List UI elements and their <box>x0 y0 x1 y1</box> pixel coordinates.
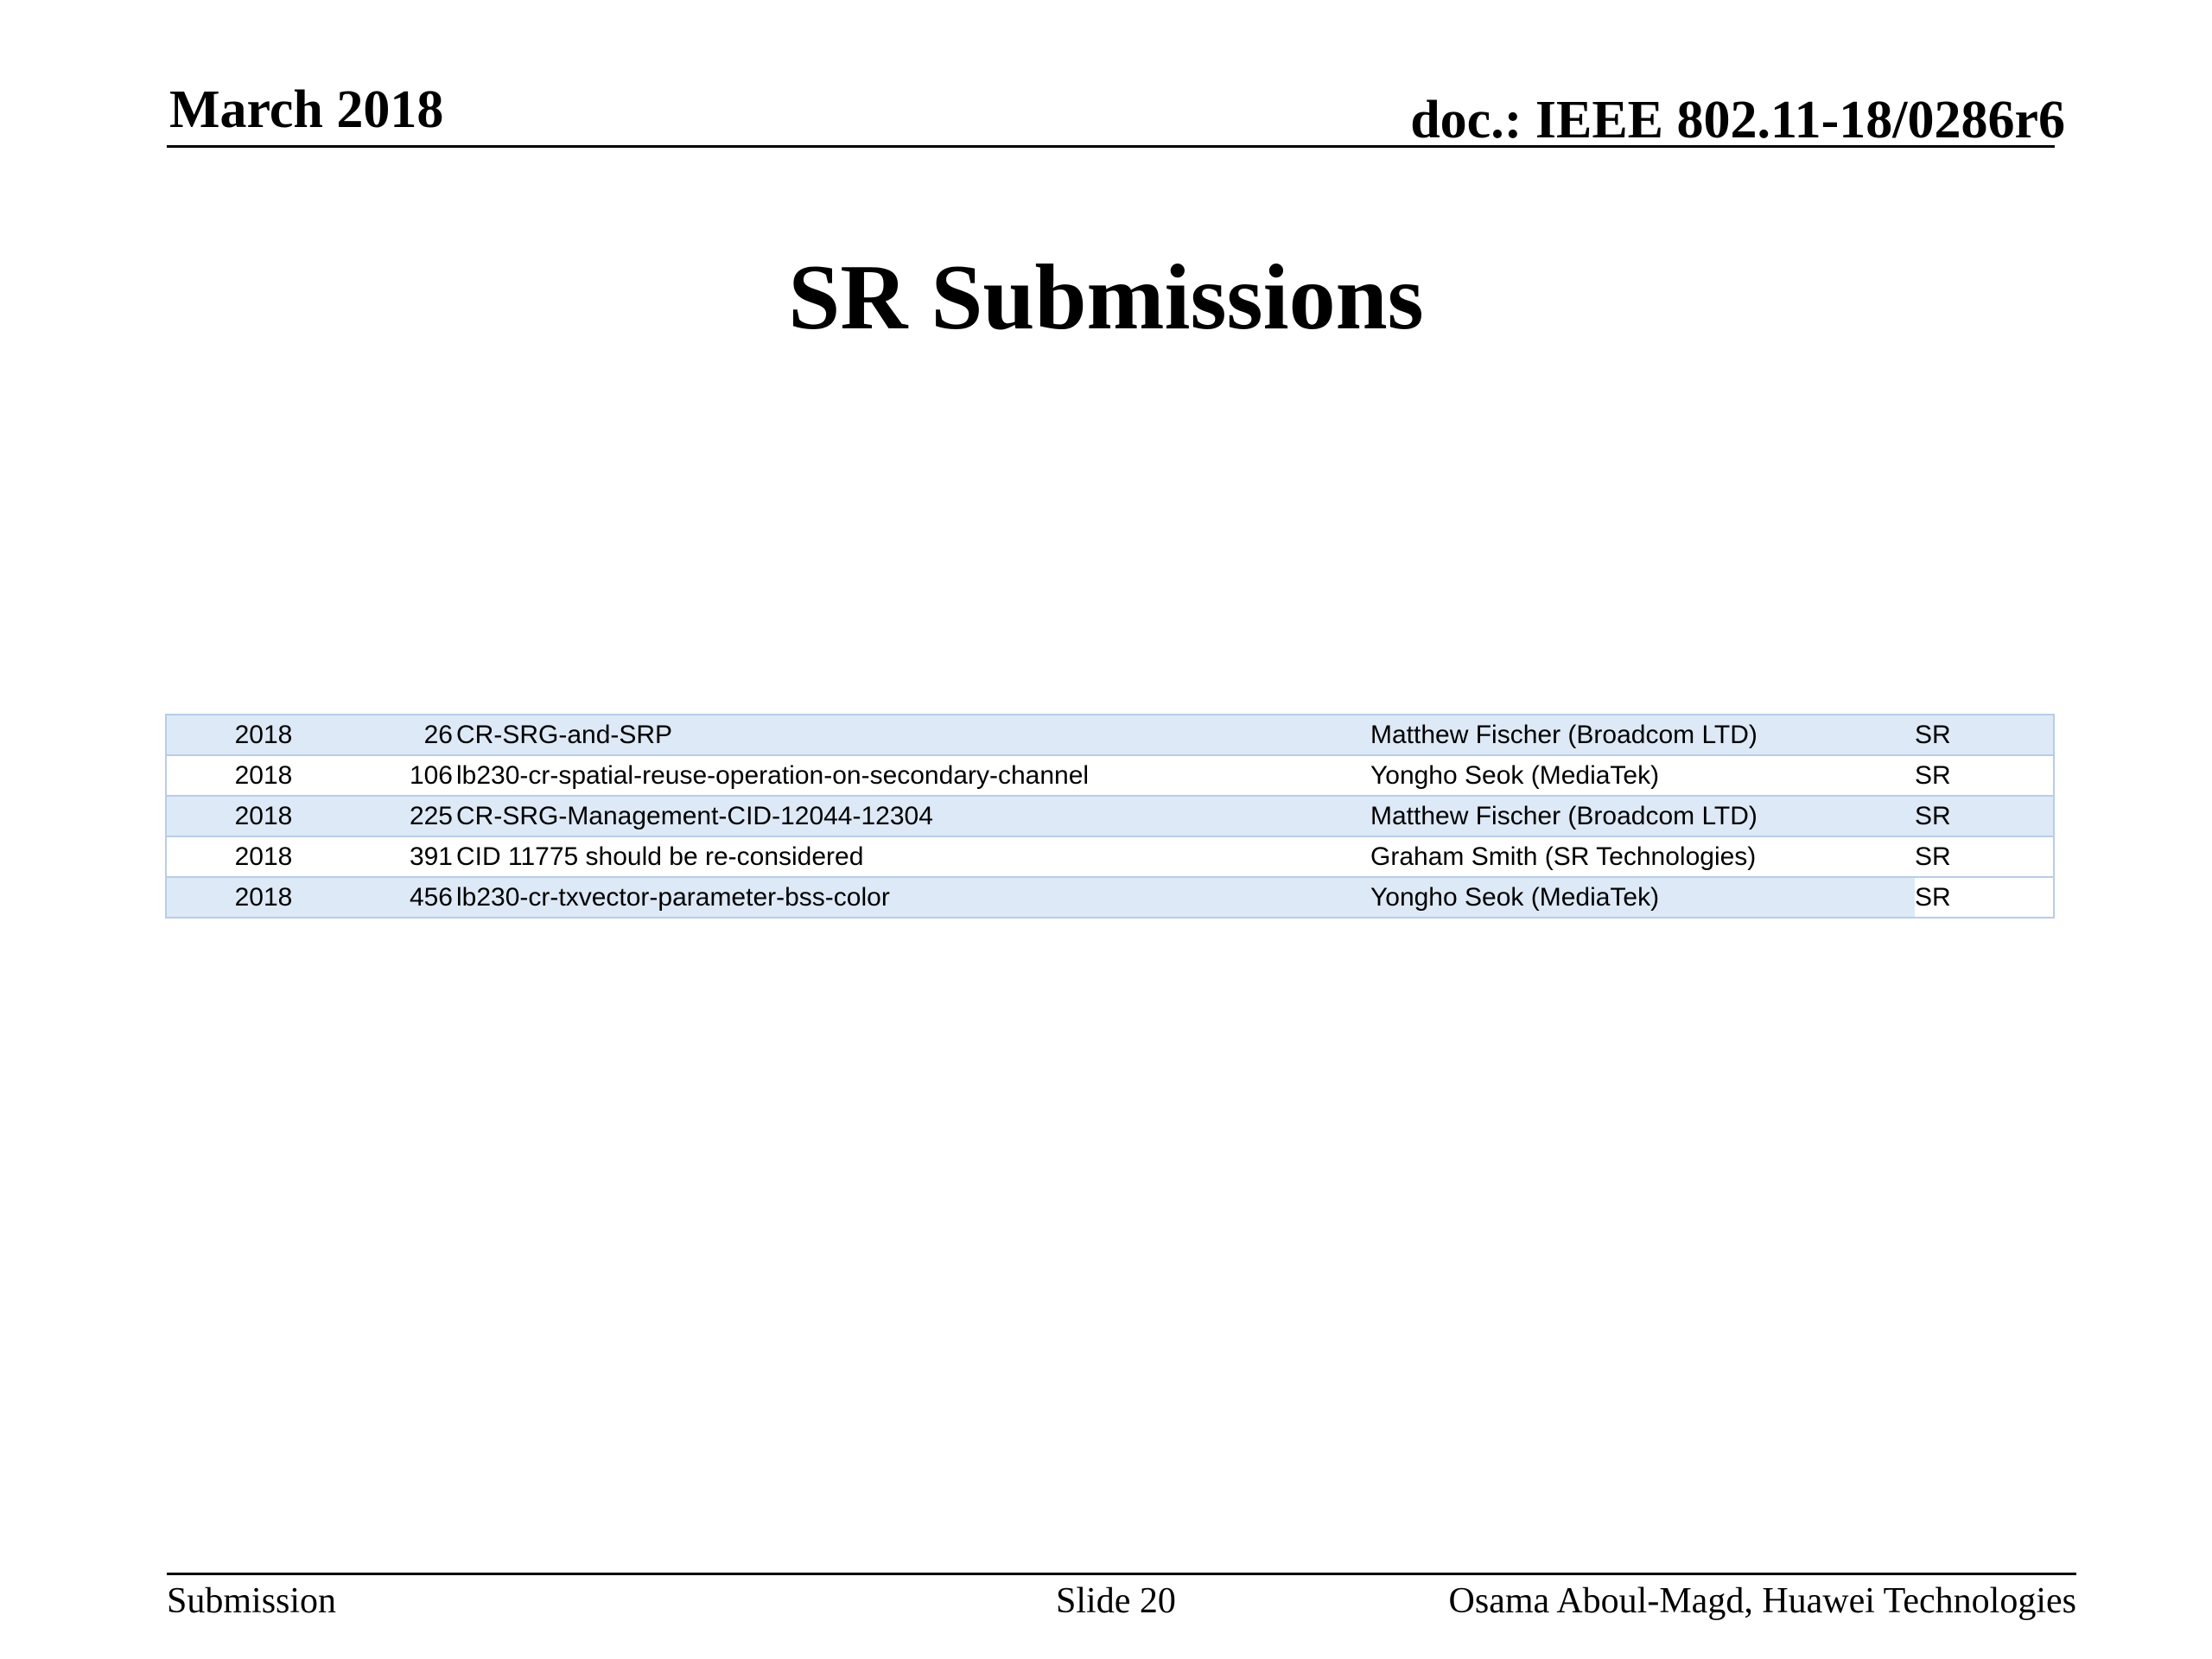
cell-group: SR <box>1915 877 2053 917</box>
footer-rule <box>167 1573 2076 1575</box>
cell-title: CID 11775 should be re-considered <box>456 842 864 871</box>
cell-number: 26 <box>360 715 456 755</box>
table-row <box>167 755 2053 796</box>
cell-author: Yongho Seok (MediaTek) <box>1370 760 1660 790</box>
cell-group: SR <box>1915 842 1951 871</box>
cell-number: 106 <box>409 760 453 790</box>
cell-year: 2018 <box>234 760 293 790</box>
cell-author: Yongho Seok (MediaTek) <box>1370 877 1915 917</box>
cell-title: lb230-cr-txvector-parameter-bss-color <box>456 877 1370 917</box>
cell-group: SR <box>1915 715 2053 755</box>
footer-left: Submission <box>167 1581 337 1621</box>
cell-year: 2018 <box>234 842 293 871</box>
footer-author: Osama Aboul-Magd, Huawei Technologies <box>1448 1581 2076 1621</box>
cell-number: 391 <box>409 842 453 871</box>
table-row <box>167 836 2053 877</box>
cell-year: 2018 <box>167 877 360 917</box>
cell-title: lb230-cr-spatial-reuse-operation-on-secondary-channel <box>456 760 1090 790</box>
slide-number: Slide 20 <box>1056 1581 1176 1621</box>
cell-number: 456 <box>360 877 456 917</box>
submissions-table <box>165 714 2055 918</box>
header-doc-id: doc.: IEEE 802.11-18/0286r6 <box>1410 91 2065 149</box>
table-row <box>167 877 2053 917</box>
header-rule <box>167 145 2055 148</box>
header-date: March 2018 <box>169 80 444 139</box>
table-row <box>167 796 2053 836</box>
cell-author: Matthew Fischer (Broadcom LTD) <box>1370 715 1915 755</box>
cell-number: 225 <box>360 796 456 836</box>
slide-title: SR Submissions <box>788 246 1424 349</box>
cell-group: SR <box>1915 796 2053 836</box>
cell-title: CR-SRG-and-SRP <box>456 715 1370 755</box>
cell-group: SR <box>1915 760 1951 790</box>
cell-author: Matthew Fischer (Broadcom LTD) <box>1370 796 1915 836</box>
cell-year: 2018 <box>167 796 360 836</box>
cell-title: CR-SRG-Management-CID-12044-12304 <box>456 796 1370 836</box>
cell-year: 2018 <box>167 715 360 755</box>
table-row <box>167 715 2053 755</box>
cell-author: Graham Smith (SR Technologies) <box>1370 842 1757 871</box>
